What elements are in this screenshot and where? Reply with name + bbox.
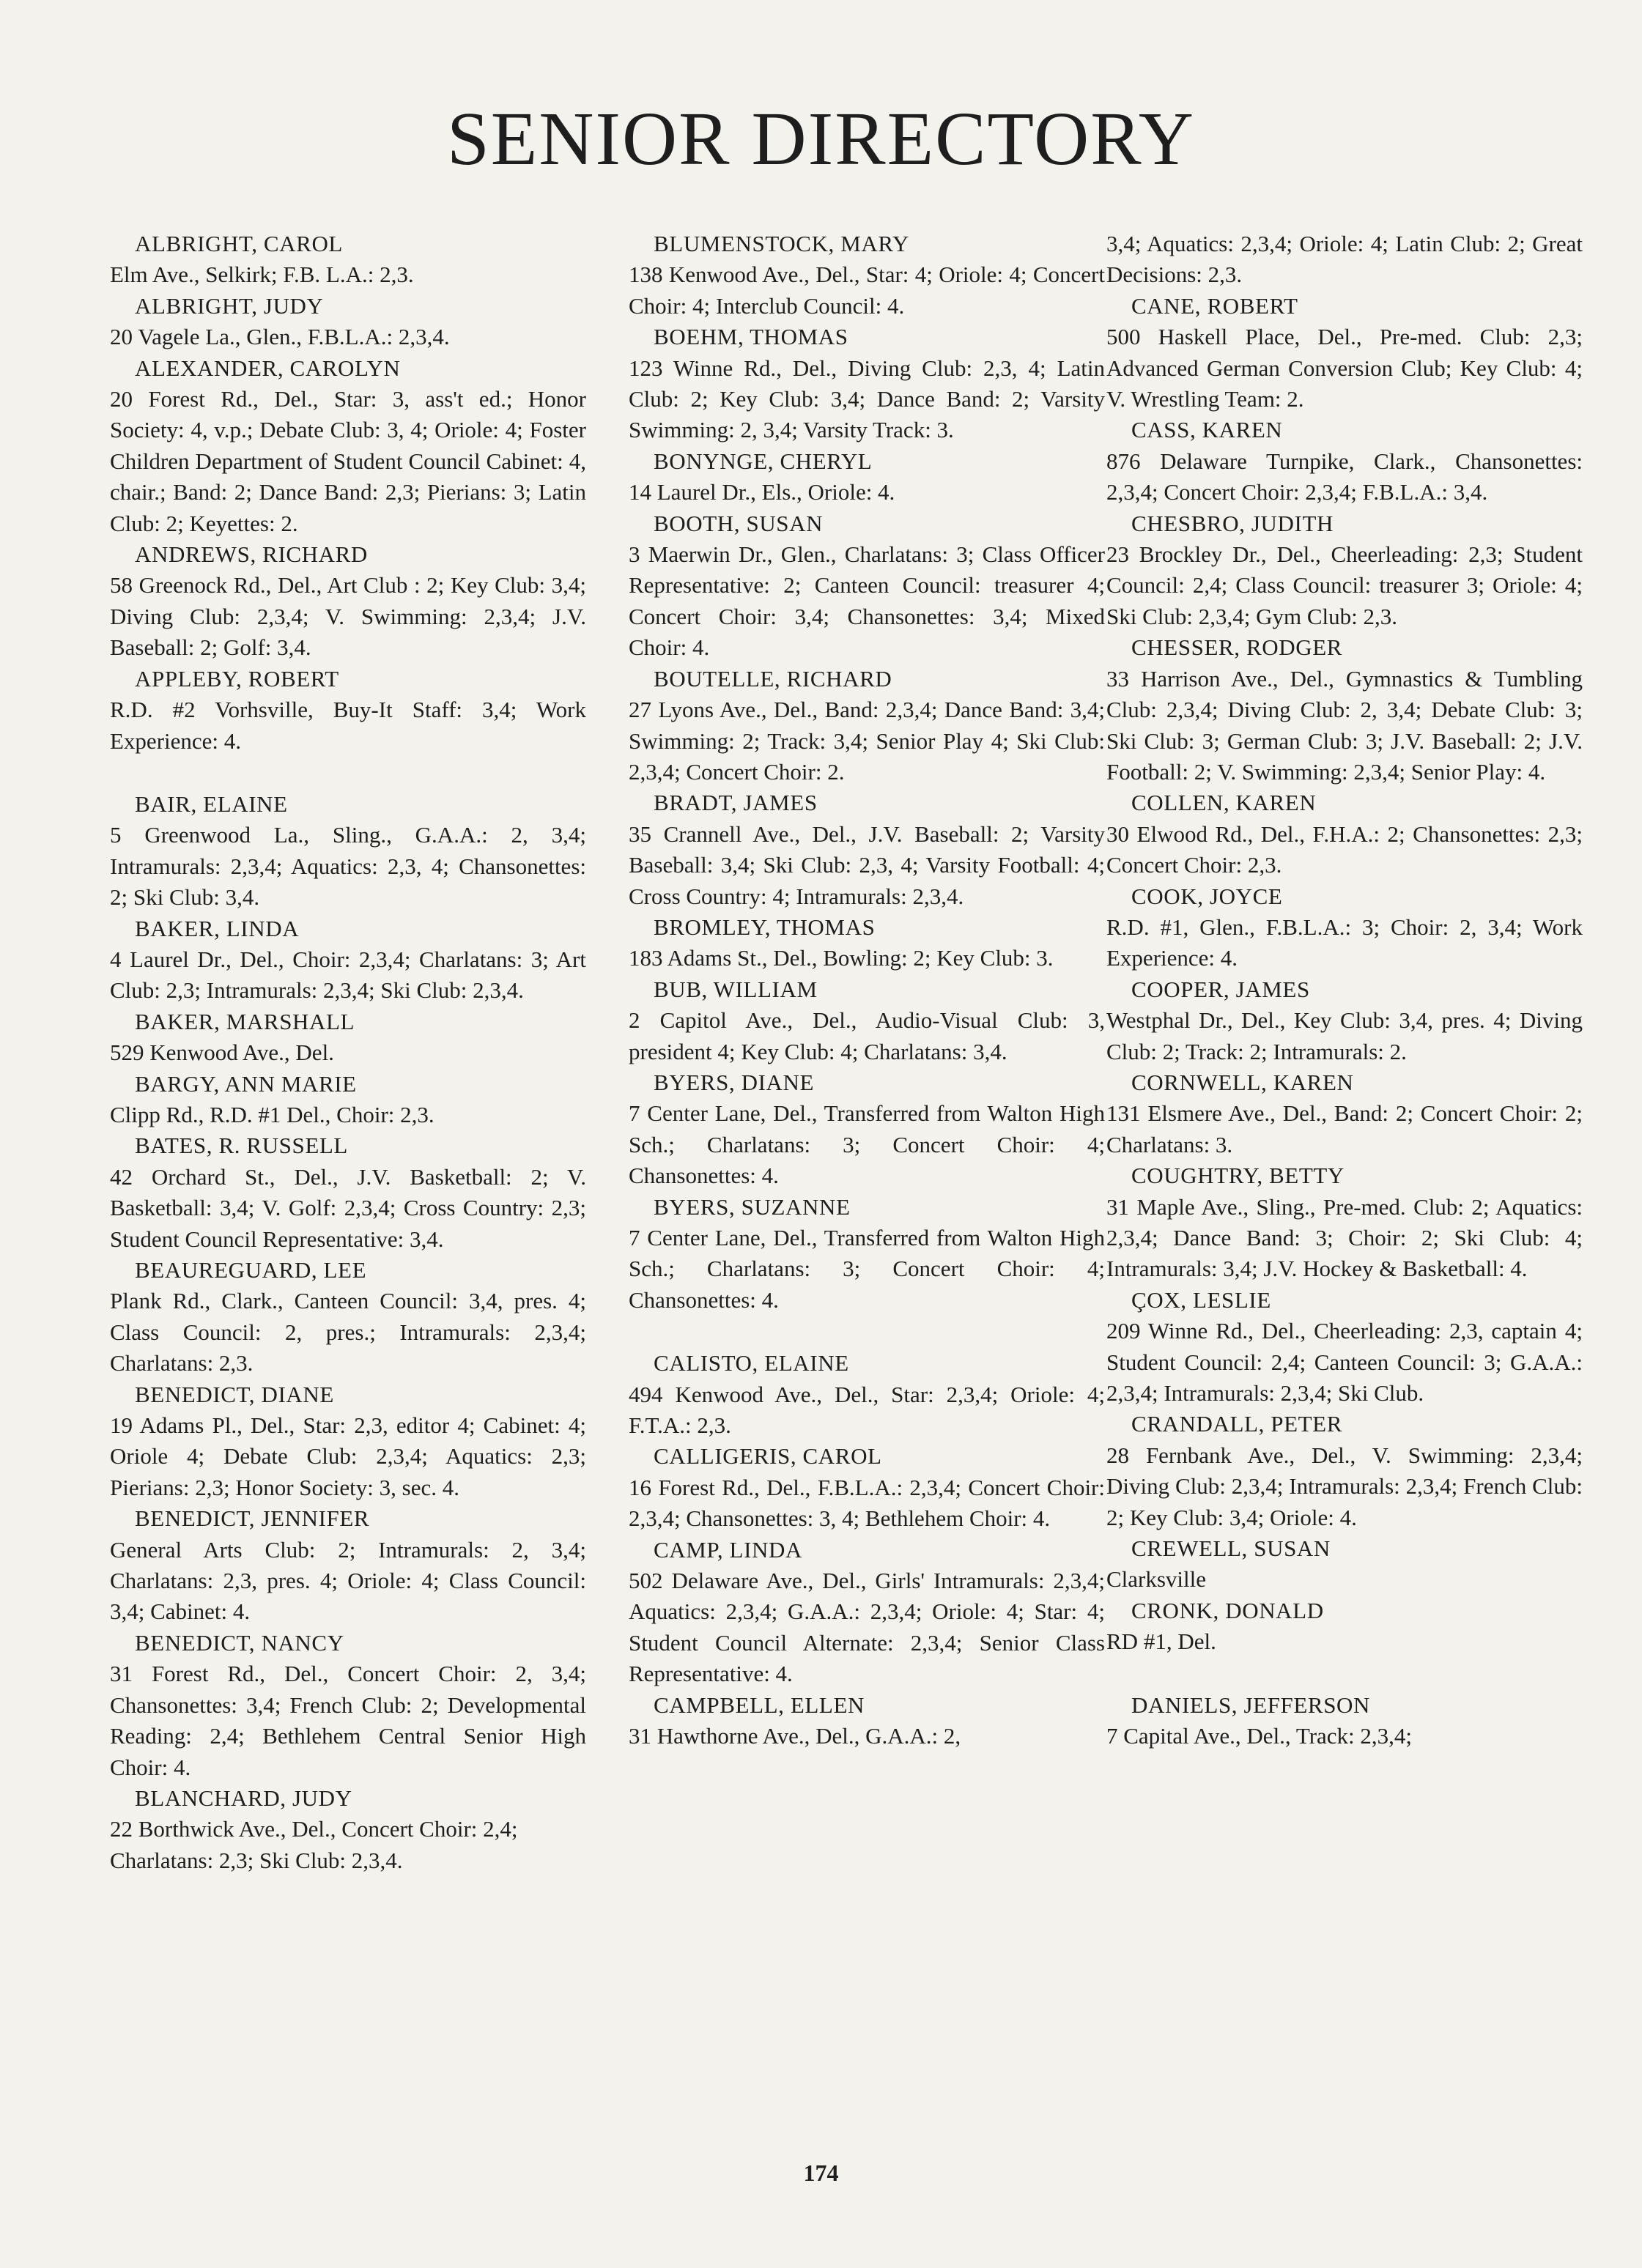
student-name: CHESBRO, JUDITH <box>1131 510 1334 536</box>
student-details: 31 Hawthorne Ave., Del., G.A.A.: 2, <box>629 1723 961 1749</box>
directory-entry <box>110 1783 586 1876</box>
page-number: 174 <box>803 2160 839 2186</box>
directory-entry <box>1106 1596 1583 1658</box>
directory-entry <box>629 508 1105 664</box>
student-name: BENEDICT, JENNIFER <box>135 1505 370 1532</box>
directory-entry <box>1106 508 1583 633</box>
directory-entry <box>629 229 1105 322</box>
directory-entry <box>629 1441 1105 1534</box>
student-name: COUGHTRY, BETTY <box>1131 1163 1345 1189</box>
student-name: BYERS, DIANE <box>654 1069 815 1095</box>
directory-entry <box>110 1255 586 1379</box>
student-details: Clarksville <box>1106 1566 1207 1593</box>
student-name: BAIR, ELAINE <box>135 790 288 817</box>
directory-entry <box>1106 1409 1583 1533</box>
student-name: BAKER, MARSHALL <box>135 1008 355 1034</box>
student-details: 502 Delaware Ave., Del., Girls' Intramurals: 2,3,4; Aquatics: 2,3,4; G.A.A.: 2,3,4; Oriole: 4; Star: 4; Student Council Alternate: 2,3,4; Senior Class Representative: 4. <box>629 1568 1105 1687</box>
student-name: BROMLEY, THOMAS <box>654 914 876 940</box>
student-details: Clipp Rd., R.D. #1 Del., Choir: 2,3. <box>110 1101 434 1127</box>
student-name: ANDREWS, RICHARD <box>135 541 368 568</box>
student-name: CANE, ROBERT <box>1131 292 1298 319</box>
student-details: 209 Winne Rd., Del., Cheerleading: 2,3, captain 4; Student Council: 2,4; Canteen Council: 3; G.A.A.: 2,3,4; Intramurals: 2,3,4; Ski Club. <box>1106 1318 1583 1407</box>
student-details: 23 Brockley Dr., Del., Cheerleading: 2,3; Student Council: 2,4; Class Council: treasurer 3; Oriole: 4; Ski Club: 2,3,4; Gym Club: 2,3. <box>1106 541 1583 629</box>
student-name: ALEXANDER, CAROLYN <box>135 355 401 381</box>
student-details: 138 Kenwood Ave., Del., Star: 4; Oriole: 4; Concert Choir: 4; Interclub Council: 4. <box>629 262 1105 319</box>
directory-entry <box>110 229 586 291</box>
student-name: BONYNGE, CHERYL <box>654 448 873 474</box>
directory-entry <box>1106 291 1583 415</box>
student-name: BOEHM, THOMAS <box>654 324 848 350</box>
directory-entry <box>110 1007 586 1069</box>
student-name: BOUTELLE, RICHARD <box>654 665 892 692</box>
student-details: 31 Maple Ave., Sling., Pre-med. Club: 2; Aquatics: 2,3,4; Dance Band: 3; Choir: 2; Ski Club: 4; Intramurals: 3,4; J.V. Hockey & Basketball: 4. <box>1106 1193 1583 1282</box>
directory-entry <box>1106 1690 1583 1752</box>
student-name: COOPER, JAMES <box>1131 976 1310 1002</box>
directory-entry <box>629 788 1105 912</box>
directory-entry <box>1106 1160 1583 1285</box>
page-title: SENIOR DIRECTORY <box>446 97 1196 181</box>
directory-column-1 <box>110 229 586 1876</box>
student-details: 20 Forest Rd., Del., Star: 3, ass't ed.; Honor Society: 4, v.p.; Debate Club: 3, 4; Oriole: 4; Foster Children Department of Student Council Cabinet: 4, chair.; Band: 2; Dance Band: 2,3; Pierians: 3; Latin Club: 2; Keyettes: 2. <box>110 386 586 536</box>
directory-entry <box>110 1069 586 1131</box>
student-details: R.D. #2 Vorhsville, Buy-It Staff: 3,4; Work Experience: 4. <box>110 697 586 754</box>
directory-entry <box>629 1348 1105 1441</box>
student-name: CORNWELL, KAREN <box>1131 1069 1354 1095</box>
student-details: 876 Delaware Turnpike, Clark., Chansonettes: 2,3,4; Concert Choir: 2,3,4; F.B.L.A.: 3,4. <box>1106 448 1583 505</box>
student-name: BLUMENSTOCK, MARY <box>654 231 909 256</box>
directory-entry <box>1106 1533 1583 1596</box>
directory-entry <box>1106 1285 1583 1409</box>
student-name: ALBRIGHT, CAROL <box>135 231 343 256</box>
directory-entry <box>629 974 1105 1067</box>
student-details: 28 Fernbank Ave., Del., V. Swimming: 2,3,4; Diving Club: 2,3,4; Intramurals: 2,3,4; French Club: 2; Key Club: 3,4; Oriole: 4. <box>1106 1442 1583 1530</box>
directory-entry <box>110 1130 586 1255</box>
student-name: BOOTH, SUSAN <box>654 510 824 536</box>
student-details: 19 Adams Pl., Del., Star: 2,3, editor 4; Cabinet: 4; Oriole 4; Debate Club: 2,3,4; Aquatics: 2,3; Pierians: 2,3; Honor Society: 3, sec. 4. <box>110 1412 586 1500</box>
directory-entry <box>110 539 586 664</box>
student-details: 131 Elsmere Ave., Del., Band: 2; Concert Choir: 2; Charlatans: 3. <box>1106 1100 1583 1157</box>
directory-entry <box>110 1503 586 1628</box>
student-details: 14 Laurel Dr., Els., Oriole: 4. <box>629 479 895 505</box>
student-details: 7 Center Lane, Del., Transferred from Walton High Sch.; Charlatans: 3; Concert Choir: 4; Chansonettes: 4. <box>629 1225 1105 1313</box>
student-details: 183 Adams St., Del., Bowling: 2; Key Club: 3. <box>629 945 1054 971</box>
directory-entry <box>1106 415 1583 508</box>
student-details: 123 Winne Rd., Del., Diving Club: 2,3, 4; Latin Club: 2; Key Club: 3,4; Dance Band: 2; Varsity Swimming: 2, 3,4; Varsity Track: 3. <box>629 355 1105 443</box>
student-details: RD #1, Del. <box>1106 1628 1216 1655</box>
student-name: BENEDICT, NANCY <box>135 1629 344 1656</box>
directory-entry <box>110 664 586 757</box>
student-details: 3 Maerwin Dr., Glen., Charlatans: 3; Class Officer Representative: 2; Canteen Council: treasurer 4; Concert Choir: 3,4; Chansonettes: 3,4; Mixed Choir: 4. <box>629 541 1105 661</box>
directory-entry <box>110 1628 586 1783</box>
directory-entry <box>629 446 1105 508</box>
student-name: ÇOX, LESLIE <box>1131 1286 1271 1313</box>
student-name: BLANCHARD, JUDY <box>135 1785 352 1811</box>
student-details: Elm Ave., Selkirk; F.B. L.A.: 2,3. <box>110 262 414 288</box>
directory-entry <box>629 1067 1105 1192</box>
directory-entry <box>110 1379 586 1504</box>
student-details: 20 Vagele La., Glen., F.B.L.A.: 2,3,4. <box>110 324 450 350</box>
student-name: BUB, WILLIAM <box>654 976 818 1002</box>
student-name: COLLEN, KAREN <box>1131 790 1317 816</box>
directory-entry <box>629 1690 1105 1752</box>
student-details: Plank Rd., Clark., Canteen Council: 3,4, pres. 4; Class Council: 2, pres.; Intramurals: 2,3,4; Charlatans: 2,3. <box>110 1288 586 1376</box>
student-details: 30 Elwood Rd., Del., F.H.A.: 2; Chansonettes: 2,3; Concert Choir: 2,3. <box>1106 820 1583 878</box>
student-name: CALISTO, ELAINE <box>654 1350 849 1376</box>
student-name: CRONK, DONALD <box>1131 1597 1324 1623</box>
directory-entry <box>1106 881 1583 974</box>
directory-entry <box>110 291 586 353</box>
student-details: 500 Haskell Place, Del., Pre-med. Club: 2,3; Advanced German Conversion Club; Key Club: 4; V. Wrestling Team: 2. <box>1106 324 1583 412</box>
student-name: CREWELL, SUSAN <box>1131 1535 1331 1562</box>
student-name: BENEDICT, DIANE <box>135 1381 334 1407</box>
directory-entry <box>629 1192 1105 1316</box>
directory-entry <box>110 789 586 914</box>
student-details: 5 Greenwood La., Sling., G.A.A.: 2, 3,4; Intramurals: 2,3,4; Aquatics: 2,3, 4; Chansonettes: 2; Ski Club: 3,4. <box>110 822 586 911</box>
directory-entry <box>629 322 1105 446</box>
student-details: R.D. #1, Glen., F.B.L.A.: 3; Choir: 2, 3,4; Work Experience: 4. <box>1106 914 1583 971</box>
student-name: BEAUREGUARD, LEE <box>135 1257 367 1283</box>
directory-column-2 <box>629 229 1105 1752</box>
student-name: APPLEBY, ROBERT <box>135 665 339 692</box>
student-name: CHESSER, RODGER <box>1131 634 1343 661</box>
student-name: CAMPBELL, ELLEN <box>654 1691 865 1718</box>
student-details: 7 Center Lane, Del., Transferred from Walton High Sch.; Charlatans: 3; Concert Choir: 4; Chansonettes: 4. <box>629 1100 1105 1189</box>
student-details: 4 Laurel Dr., Del., Choir: 2,3,4; Charlatans: 3; Art Club: 2,3; Intramurals: 2,3,4; Ski Club: 2,3,4. <box>110 946 586 1004</box>
student-details: 7 Capital Ave., Del., Track: 2,3,4; <box>1106 1723 1413 1749</box>
student-details: 494 Kenwood Ave., Del., Star: 2,3,4; Oriole: 4; F.T.A.: 2,3. <box>629 1381 1105 1439</box>
student-details: 16 Forest Rd., Del., F.B.L.A.: 2,3,4; Concert Choir: 2,3,4; Chansonettes: 3, 4; Bethlehem Choir: 4. <box>629 1474 1105 1532</box>
student-name: CALLIGERIS, CAROL <box>654 1443 882 1470</box>
student-details: 27 Lyons Ave., Del., Band: 2,3,4; Dance Band: 3,4; Swimming: 2; Track: 3,4; Senior Play 4; Ski Club: 2,3,4; Concert Choir: 2. <box>629 697 1105 785</box>
directory-entry <box>1106 632 1583 788</box>
student-details: 31 Forest Rd., Del., Concert Choir: 2, 3,4; Chansonettes: 3,4; French Club: 2; Developmental Reading: 2,4; Bethlehem Central Senior High Choir: 4. <box>110 1661 586 1780</box>
directory-column-3 <box>1106 229 1583 1752</box>
directory-entry <box>110 353 586 539</box>
student-details: 22 Borthwick Ave., Del., Concert Choir: 2,4; Charlatans: 2,3; Ski Club: 2,3,4. <box>110 1816 518 1873</box>
directory-entry <box>629 912 1105 974</box>
student-details: 529 Kenwood Ave., Del. <box>110 1040 334 1066</box>
student-details: Westphal Dr., Del., Key Club: 3,4, pres. 4; Diving Club: 2; Track: 2; Intramurals: 2. <box>1106 1007 1583 1064</box>
student-details: 2 Capitol Ave., Del., Audio-Visual Club: 3, president 4; Key Club: 4; Charlatans: 3,4. <box>629 1007 1105 1064</box>
student-name: DANIELS, JEFFERSON <box>1131 1691 1371 1718</box>
student-name: ALBRIGHT, JUDY <box>135 292 324 319</box>
directory-entry <box>629 664 1105 788</box>
student-details: 42 Orchard St., Del., J.V. Basketball: 2; V. Basketball: 3,4; V. Golf: 2,3,4; Cross Country: 2,3; Student Council Representative: 3,4. <box>110 1163 586 1252</box>
student-details: 33 Harrison Ave., Del., Gymnastics & Tumbling Club: 2,3,4; Diving Club: 2, 3,4; Debate Club: 3; Ski Club: 3; German Club: 3; J.V. Baseball: 2; J.V. Football: 2; V. Swimming: 2,3,4; Senior Play: 4. <box>1106 665 1583 785</box>
directory-entry <box>1106 974 1583 1067</box>
student-name: BATES, R. RUSSELL <box>135 1133 348 1159</box>
entry-continuation: 3,4; Aquatics: 2,3,4; Oriole: 4; Latin Club: 2; Great Decisions: 2,3. <box>1106 231 1583 288</box>
student-name: COOK, JOYCE <box>1131 883 1283 909</box>
student-name: BAKER, LINDA <box>135 915 300 941</box>
student-details: General Arts Club: 2; Intramurals: 2, 3,4; Charlatans: 2,3, pres. 4; Oriole: 4; Class Council: 3,4; Cabinet: 4. <box>110 1536 586 1625</box>
student-details: 58 Greenock Rd., Del., Art Club : 2; Key Club: 3,4; Diving Club: 2,3,4; V. Swimming: 2,3,4; J.V. Baseball: 2; Golf: 3,4. <box>110 572 586 661</box>
student-details: 35 Crannell Ave., Del., J.V. Baseball: 2; Varsity Baseball: 3,4; Ski Club: 2,3, 4; Varsity Football: 4; Cross Country: 4; Intramurals: 2,3,4. <box>629 820 1105 909</box>
student-name: BYERS, SUZANNE <box>654 1193 851 1220</box>
directory-entry <box>1106 788 1583 881</box>
student-name: CASS, KAREN <box>1131 417 1283 443</box>
student-name: BARGY, ANN MARIE <box>135 1070 357 1097</box>
student-name: CRANDALL, PETER <box>1131 1411 1342 1437</box>
directory-entry <box>1106 1067 1583 1160</box>
student-name: BRADT, JAMES <box>654 790 818 816</box>
directory-entry <box>629 1535 1105 1690</box>
student-name: CAMP, LINDA <box>654 1536 802 1563</box>
directory-entry <box>110 914 586 1007</box>
